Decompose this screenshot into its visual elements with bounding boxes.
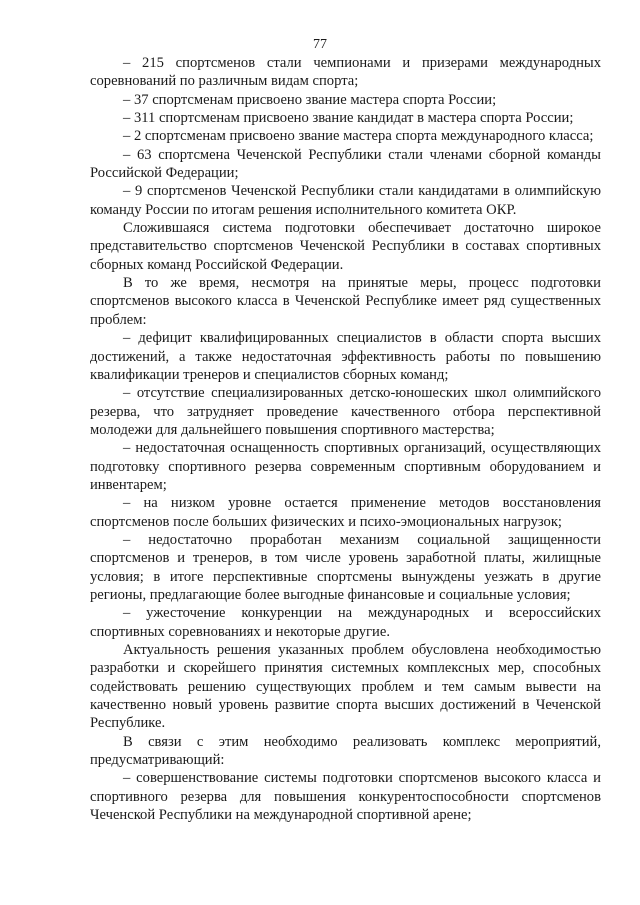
paragraph: – 9 спортсменов Чеченской Республики стали кандидатами в олимпийскую команду России по итогам решения исполнительного комитета ОКР. xyxy=(90,183,601,218)
paragraph: – 311 спортсменам присвоено звание кандидат в мастера спорта России; xyxy=(123,110,574,127)
paragraph: – совершенствование системы подготовки спортсменов высокого класса и спортивного резерва для повышения конкурентоспособности спортсменов Чеченской Республики на международной спортивной арене; xyxy=(90,770,601,824)
document-body xyxy=(90,54,601,824)
paragraph: В то же время, несмотря на принятые меры, процесс подготовки спортсменов высокого класса в Чеченской Республике имеет ряд существенных проблем: xyxy=(90,275,601,328)
paragraph: – отсутствие специализированных детско-юношеских школ олимпийского резерва, что затрудняет проведение качественного отбора перспективной молодежи для дальнейшего повышения спортивного мастерства; xyxy=(90,385,601,438)
paragraph: – недостаточно проработан механизм социальной защищенности спортсменов и тренеров, в том числе уровень заработной платы, жилищные условия; в итоге перспективные спортсмены вынуждены уезжать в другие регионы, предлагающие более выгодные финансовые и социальные условия; xyxy=(90,531,601,603)
paragraph: – недостаточная оснащенность спортивных организаций, осуществляющих подготовку спортивного резерва современным спортивным оборудованием и инвентарем; xyxy=(90,440,601,493)
paragraph: – дефицит квалифицированных специалистов в области спорта высших достижений, а также недостаточная эффективность работы по повышению квалификации тренеров и специалистов сборных команд; xyxy=(90,330,601,383)
paragraph: – ужесточение конкуренции на международных и всероссийских спортивных соревнованиях и некоторые другие. xyxy=(90,605,601,640)
paragraph: В связи с этим необходимо реализовать комплекс мероприятий, предусматривающий: xyxy=(90,733,601,769)
paragraph: – на низком уровне остается применение методов восстановления спортсменов после больших физических и психо-эмоциональных нагрузок; xyxy=(90,495,601,530)
paragraph: – 2 спортсменам присвоено звание мастера спорта международного класса; xyxy=(123,128,594,145)
paragraph: Сложившаяся система подготовки обеспечивает достаточно широкое представительство спортсменов Чеченской Республики в составах спортивных сборных команд Российской Федерации. xyxy=(90,220,601,273)
page-number: 77 xyxy=(313,37,327,52)
paragraph: Актуальность решения указанных проблем обусловлена необходимостью разработки и скорейшего принятия системных комплексных мер, способных содействовать решению существующих проблем и тем самым вывести на качественно новый уровень развитие спорта высших достижений в Чеченской Республике. xyxy=(90,642,601,732)
paragraph: – 215 спортсменов стали чемпионами и призерами международных соревнований по различным видам спорта; xyxy=(90,55,601,90)
paragraph: – 63 спортсмена Чеченской Республики стали членами сборной команды Российской Федерации; xyxy=(90,146,601,182)
paragraph: – 37 спортсменам присвоено звание мастера спорта России; xyxy=(123,91,497,108)
